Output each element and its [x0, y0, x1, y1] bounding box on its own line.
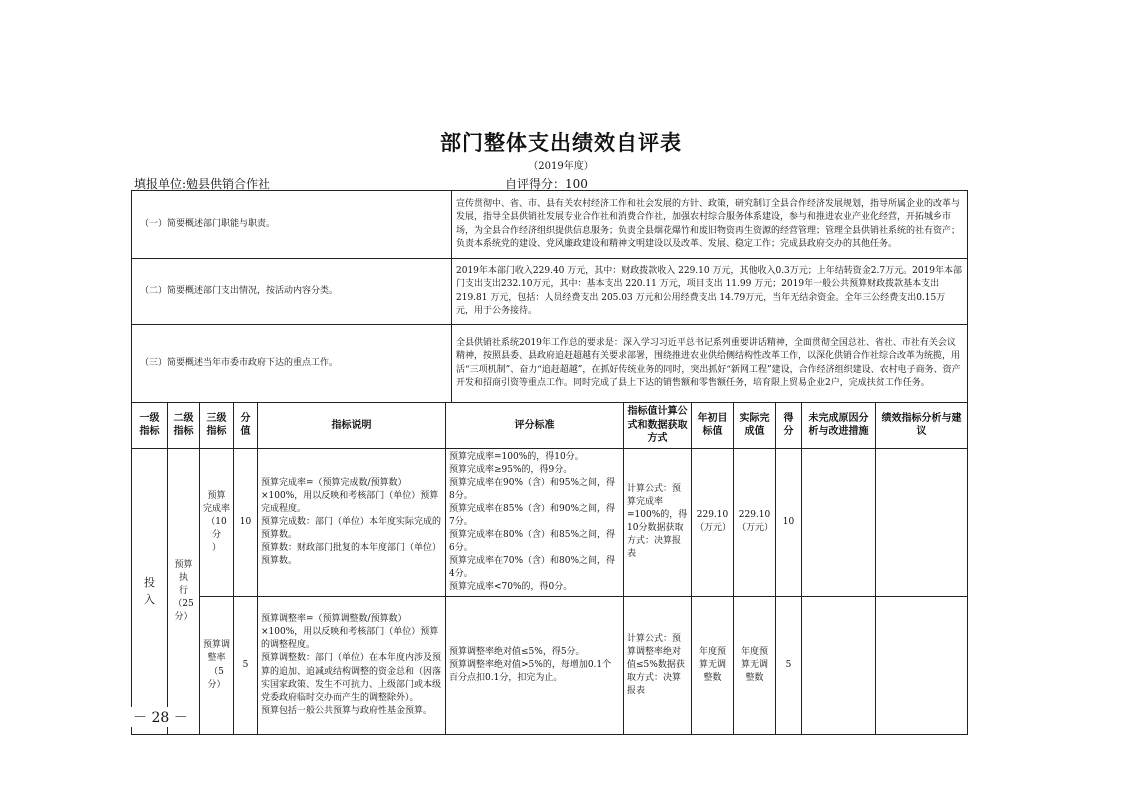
overview-question: （一）简要概述部门职能与职责。 — [132, 191, 452, 259]
overview-question: （三）简要概述当年市委市政府下达的重点工作。 — [132, 325, 452, 403]
reporting-unit: 填报单位:勉县供销合作社 — [134, 177, 271, 191]
actual-value: 229.10 （万元） — [734, 448, 776, 597]
header-formula: 指标值计算公式和数据获取方式 — [624, 403, 692, 449]
formula-source: 计算公式：预算调整率绝对值≤5%数据获取方式：决算报表 — [624, 597, 692, 735]
indicator-header-row — [132, 403, 968, 449]
scoring-criteria: 预算完成率=100%的，得10分。 预算完成率≥95%的，得9分。 预算完成率在90%（含）和95%之间，得8分。 预算完成率在85%（含）和90%之间，得7分。 预算完成率在80%（含）和85%之间，得6分。 预算完成率在70%（含）和80%之间，得4分。 预算完成率<70%的，得0分。 — [446, 448, 624, 597]
header-target: 年初目标值 — [692, 403, 734, 449]
overview-table — [131, 190, 968, 403]
header-level2: 二级指标 — [168, 403, 200, 449]
overview-answer: 全县供销社系统2019年工作总的要求是：深入学习习近平总书记系列重要讲话精神，全面贯彻全国总社、省社、市社有关会议精神，按照县委、县政府追赶超越有关要求部署，围绕推进农业供给侧结构性改革工作，以深化供销合作社综合改革为统揽，用活“三项机制”、奋力“追赶超越”，在抓好传统业务的同时，突出抓好“新网工程”建设，合作经济组织建设、农村电子商务、资产开发和招商引资等重点工作。同时完成了县上下达的销售额和零售额任务，培育限上贸易企业2户，完成扶贫工作任务。 — [452, 325, 968, 403]
score-value: 5 — [776, 597, 802, 735]
report-year: （2019年度） — [528, 161, 594, 172]
overview-row — [132, 191, 968, 259]
page-number: － 28 － — [130, 707, 191, 727]
indicator-description: 预算调整率=（预算调整数/预算数）×100%，用以反映和考核部门（单位）预算的调整程度。 预算调整数：部门（单位）在本年度内涉及预算的追加、追减或结构调整的资金总和（因落实国家政策、发生不可抗力、上级部门或本级党委政府临时交办而产生的调整除外）。 预算包括一般公共预算与政府性基金预算。 — [258, 597, 446, 735]
target-value: 年度预算无调整数 — [692, 597, 734, 735]
header-points: 分值 — [234, 403, 258, 449]
overview-answer: 2019年本部门收入229.40 万元，其中：财政拨款收入 229.10 万元，其他收入0.3万元；上年结转资金2.7万元。2019年本部门支出支出232.10万元，其中：基本支出 220.11 万元，项目支出 11.99 万元；2019年一般公共预算财政拨款基本支出 219.81 万元，包括：人员经费支出 205.03 万元和公用经费支出 14.79万元，当年无结余资金。全年三公经费支出0.15万元，用于公务接待。 — [452, 259, 968, 325]
self-evaluation-score: 自评得分：100 — [505, 177, 588, 191]
formula-source: 计算公式：预算完成率=100%的，得10分数据获取方式：决算报表 — [624, 448, 692, 597]
analysis-cell — [876, 597, 968, 735]
header-analysis: 绩效指标分析与建议 — [876, 403, 968, 449]
overview-row — [132, 259, 968, 325]
points-value: 10 — [234, 448, 258, 597]
indicator-table — [131, 402, 968, 735]
level3-indicator: 预算 完成率 （10分 ） — [200, 448, 234, 597]
overview-answer: 宣传贯彻中、省、市、县有关农村经济工作和社会发展的方针、政策，研究制订全县合作经济发展规划，指导所属企业的改革与发展，指导全县供销社发展专业合作社和消费合作社，加强农村综合服务体系建设，参与和推进农业产业化经营，开拓城乡市场，为全县合作经济组织提供信息服务；负责全县烟花爆竹和废旧物资再生资源的经营管理；管理全县供销社系统的社有资产；负责本系统党的建设、党风廉政建设和精神文明建设以及改革、发展、稳定工作；完成县政府交办的其他任务。 — [452, 191, 968, 259]
page-title: 部门整体支出绩效自评表 — [440, 130, 682, 155]
actual-value: 年度预算无调整数 — [734, 597, 776, 735]
header-actual: 实际完成值 — [734, 403, 776, 449]
header-criteria: 评分标准 — [446, 403, 624, 449]
analysis-cell — [876, 448, 968, 597]
header-description: 指标说明 — [258, 403, 446, 449]
level2-indicator: 预算执 行（25 分） — [168, 448, 200, 735]
indicator-description: 预算完成率=（预算完成数/预算数）×100%，用以反映和考核部门（单位）预算完成程度。 预算完成数：部门（单位）本年度实际完成的预算数。 预算数：财政部门批复的本年度部门（单位）预算数。 — [258, 448, 446, 597]
indicator-row — [132, 597, 968, 735]
overview-question: （二）简要概述部门支出情况，按活动内容分类。 — [132, 259, 452, 325]
target-value: 229.10 （万元） — [692, 448, 734, 597]
level1-indicator: 投 入 — [132, 448, 168, 735]
reason-cell — [802, 597, 876, 735]
points-value: 5 — [234, 597, 258, 735]
header-reason: 未完成原因分析与改进措施 — [802, 403, 876, 449]
header-level1: 一级指标 — [132, 403, 168, 449]
header-level3: 三级指标 — [200, 403, 234, 449]
level3-indicator: 预算调 整率 （5分） — [200, 597, 234, 735]
score-value: 10 — [776, 448, 802, 597]
reason-cell — [802, 448, 876, 597]
indicator-row — [132, 448, 968, 597]
overview-row — [132, 325, 968, 403]
header-score: 得分 — [776, 403, 802, 449]
scoring-criteria: 预算调整率绝对值≤5%，得5分。 预算调整率绝对值>5%的，每增加0.1个百分点扣0.1分，扣完为止。 — [446, 597, 624, 735]
